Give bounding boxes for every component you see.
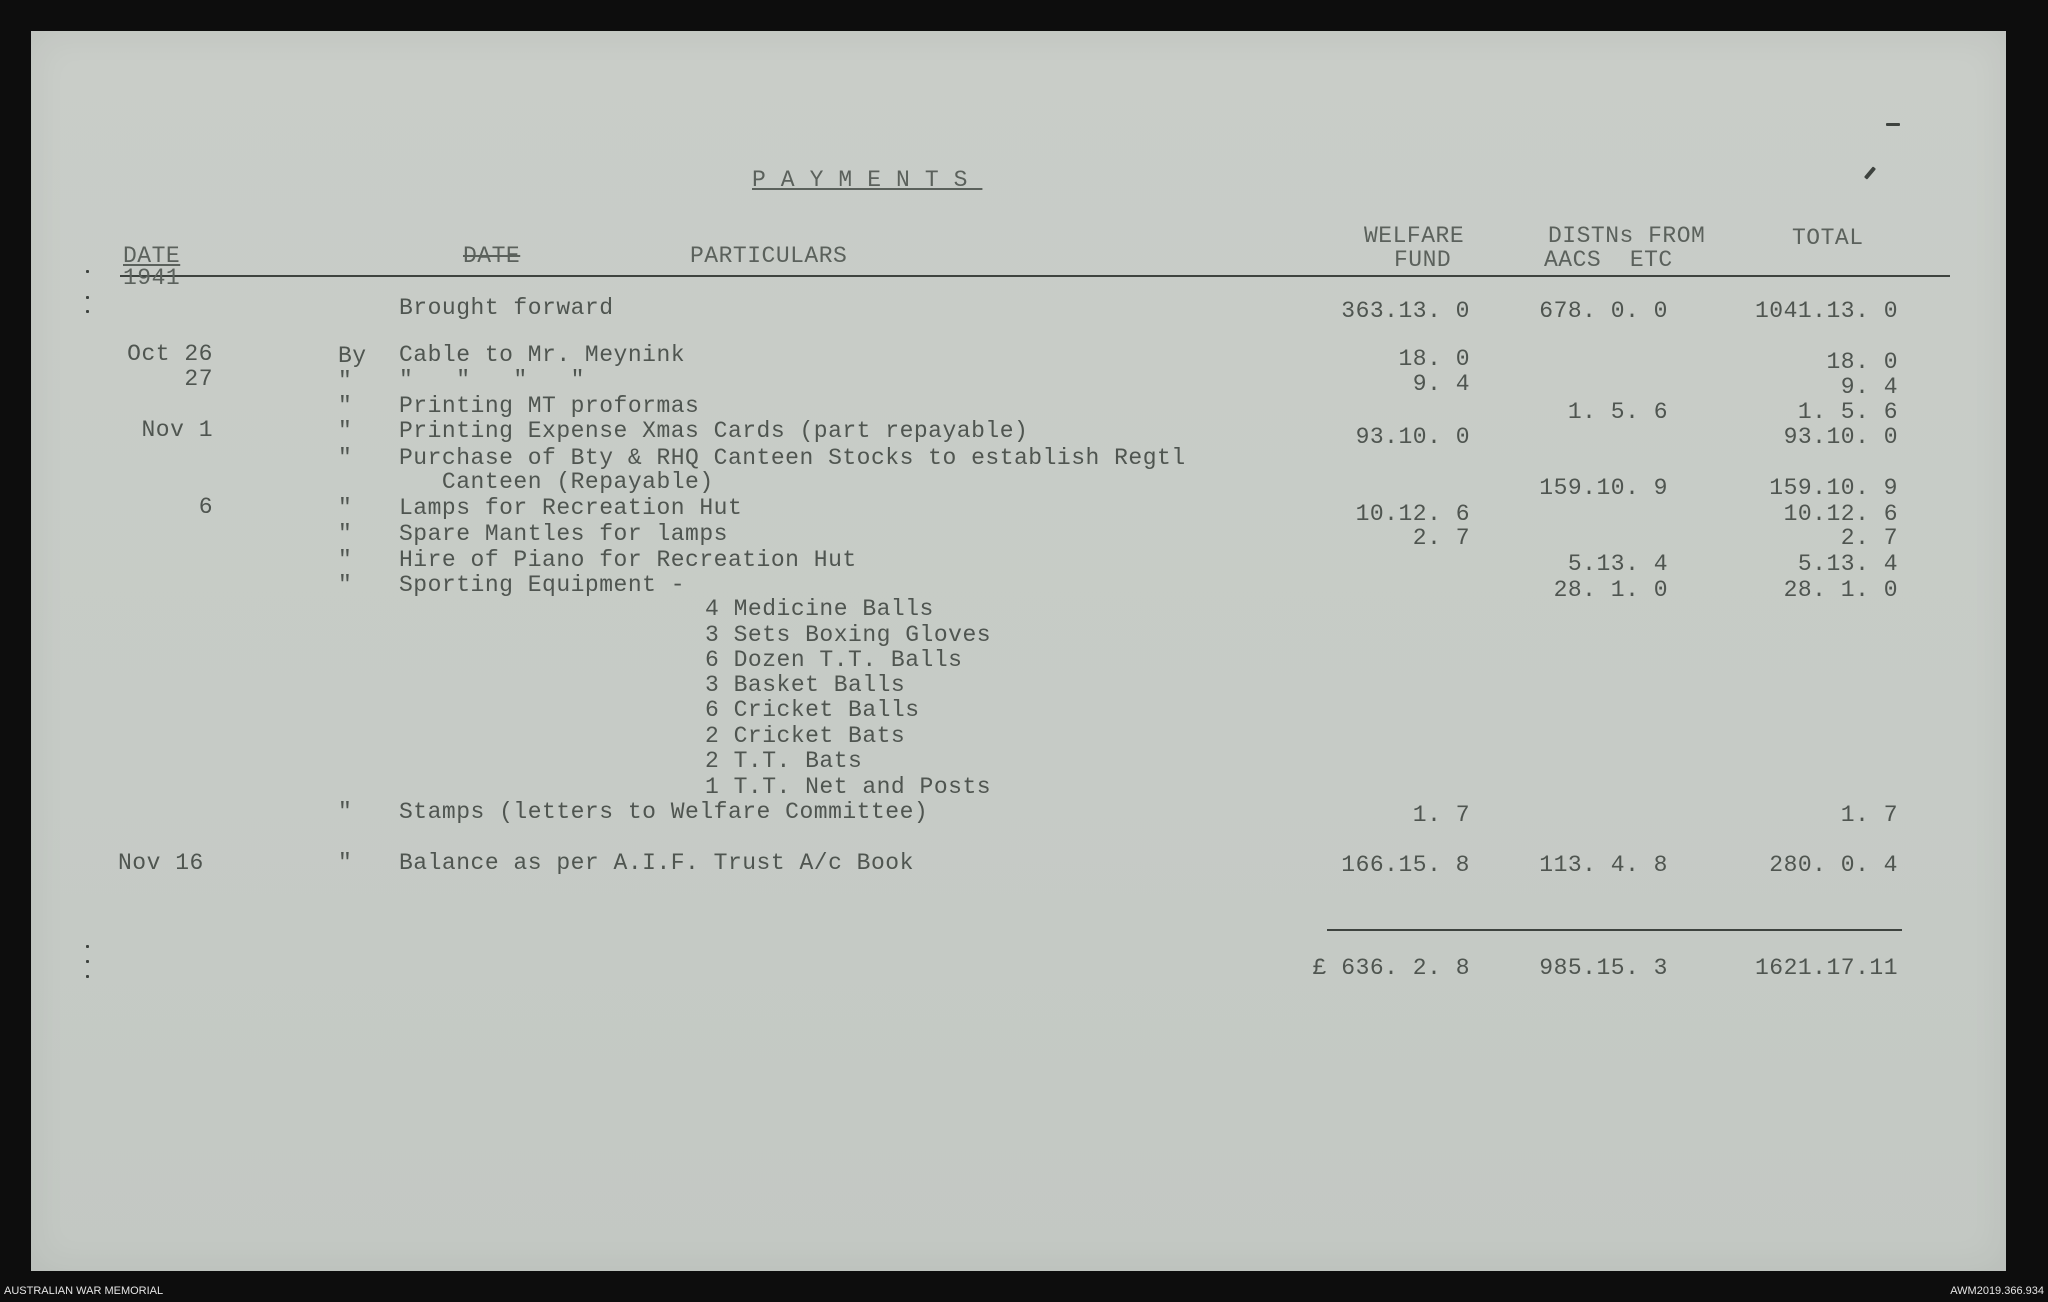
punch-mark <box>86 945 89 948</box>
row-particulars: Stamps (letters to Welfare Committee) <box>399 799 929 825</box>
row-welfare: 10.12. 6 <box>1355 501 1470 527</box>
list-item: 6 Cricket Balls <box>705 697 920 723</box>
list-item: 3 Basket Balls <box>705 672 906 698</box>
punch-mark <box>86 310 89 313</box>
row-by: " <box>338 445 353 471</box>
row-particulars: Hire of Piano for Recreation Hut <box>399 547 857 573</box>
row-particulars: Canteen (Repayable) <box>399 469 714 495</box>
row-by: " <box>338 799 353 825</box>
row-particulars: Printing MT proformas <box>399 393 700 419</box>
header-date: DATE <box>123 243 181 269</box>
punch-mark <box>86 975 89 978</box>
footer-reference: AWM2019.366.934 <box>1950 1285 2044 1297</box>
row-date: 27 <box>184 366 213 392</box>
punch-mark <box>86 270 89 273</box>
total-grand: 1621.17.11 <box>1754 955 1898 981</box>
row-total: 280. 0. 4 <box>1769 852 1898 878</box>
row-by: " <box>338 495 353 521</box>
header-welfare-line1: WELFARE <box>1364 223 1465 249</box>
row-particulars: Lamps for Recreation Hut <box>399 495 743 521</box>
row-particulars: Cable to Mr. Meynink <box>399 342 686 368</box>
row-total: 1. 7 <box>1840 802 1898 828</box>
total-distns: 985.15. 3 <box>1539 955 1668 981</box>
row-total: 159.10. 9 <box>1769 475 1898 501</box>
row-particulars: Brought forward <box>399 295 614 321</box>
header-rule <box>120 275 1950 277</box>
row-welfare: 18. 0 <box>1398 346 1470 372</box>
row-total: 18. 0 <box>1826 349 1898 375</box>
row-date: Oct 26 <box>127 341 213 367</box>
row-welfare: 9. 4 <box>1412 371 1470 397</box>
row-distns: 28. 1. 0 <box>1553 577 1668 603</box>
row-date: Nov 16 <box>118 850 204 876</box>
header-distns-line2: AACS ETC <box>1544 247 1673 273</box>
row-total: 93.10. 0 <box>1783 424 1898 450</box>
row-welfare: 1. 7 <box>1412 802 1470 828</box>
row-particulars: Spare Mantles for lamps <box>399 521 728 547</box>
list-item: 6 Dozen T.T. Balls <box>705 647 963 673</box>
punch-mark <box>86 960 89 963</box>
row-by: " <box>338 521 353 547</box>
row-by: " <box>338 547 353 573</box>
row-particulars: Sporting Equipment - <box>399 572 686 598</box>
row-by: " <box>338 850 353 876</box>
row-by: " <box>338 368 353 394</box>
row-total: 1041.13. 0 <box>1754 298 1898 324</box>
row-distns: 678. 0. 0 <box>1539 298 1668 324</box>
header-particulars: PARTICULARS <box>690 243 848 269</box>
row-distns: 113. 4. 8 <box>1539 852 1668 878</box>
document-page <box>31 31 2006 1271</box>
row-total: 5.13. 4 <box>1797 551 1898 577</box>
row-by: By <box>338 343 367 369</box>
header-date-struck: DATE <box>463 243 521 269</box>
row-particulars: Printing Expense Xmas Cards (part repayable) <box>399 418 1029 444</box>
row-particulars: Purchase of Bty & RHQ Canteen Stocks to establish Regtl <box>399 445 1186 471</box>
list-item: 2 T.T. Bats <box>705 748 863 774</box>
row-welfare: 2. 7 <box>1412 525 1470 551</box>
row-total: 1. 5. 6 <box>1797 399 1898 425</box>
row-date: 6 <box>198 494 213 520</box>
row-by: " <box>338 418 353 444</box>
punch-mark <box>86 296 89 299</box>
row-welfare: 363.13. 0 <box>1341 298 1470 324</box>
list-item: 2 Cricket Bats <box>705 723 906 749</box>
row-distns: 5.13. 4 <box>1567 551 1668 577</box>
row-date: Nov 1 <box>141 417 213 443</box>
footer-credit: AUSTRALIAN WAR MEMORIAL <box>4 1285 164 1297</box>
pencil-mark <box>1886 123 1900 126</box>
row-welfare: 93.10. 0 <box>1355 424 1470 450</box>
row-by: " <box>338 393 353 419</box>
row-total: 2. 7 <box>1840 525 1898 551</box>
totals-rule <box>1327 929 1902 931</box>
row-total: 28. 1. 0 <box>1783 577 1898 603</box>
row-particulars: Balance as per A.I.F. Trust A/c Book <box>399 850 914 876</box>
header-distns-line1: DISTNs FROM <box>1548 223 1706 249</box>
total-welfare: £ 636. 2. 8 <box>1312 955 1470 981</box>
list-item: 4 Medicine Balls <box>705 596 934 622</box>
header-welfare-line2: FUND <box>1394 247 1452 273</box>
row-particulars: " " " " <box>399 367 585 393</box>
row-total: 10.12. 6 <box>1783 501 1898 527</box>
row-total: 9. 4 <box>1840 374 1898 400</box>
page-title: PAYMENTS <box>752 167 983 193</box>
row-distns: 159.10. 9 <box>1539 475 1668 501</box>
row-distns: 1. 5. 6 <box>1567 399 1668 425</box>
row-by: " <box>338 572 353 598</box>
row-welfare: 166.15. 8 <box>1341 852 1470 878</box>
list-item: 3 Sets Boxing Gloves <box>705 622 992 648</box>
year-label: 1941 <box>123 265 181 291</box>
header-total: TOTAL <box>1792 225 1864 251</box>
list-item: 1 T.T. Net and Posts <box>705 774 992 800</box>
